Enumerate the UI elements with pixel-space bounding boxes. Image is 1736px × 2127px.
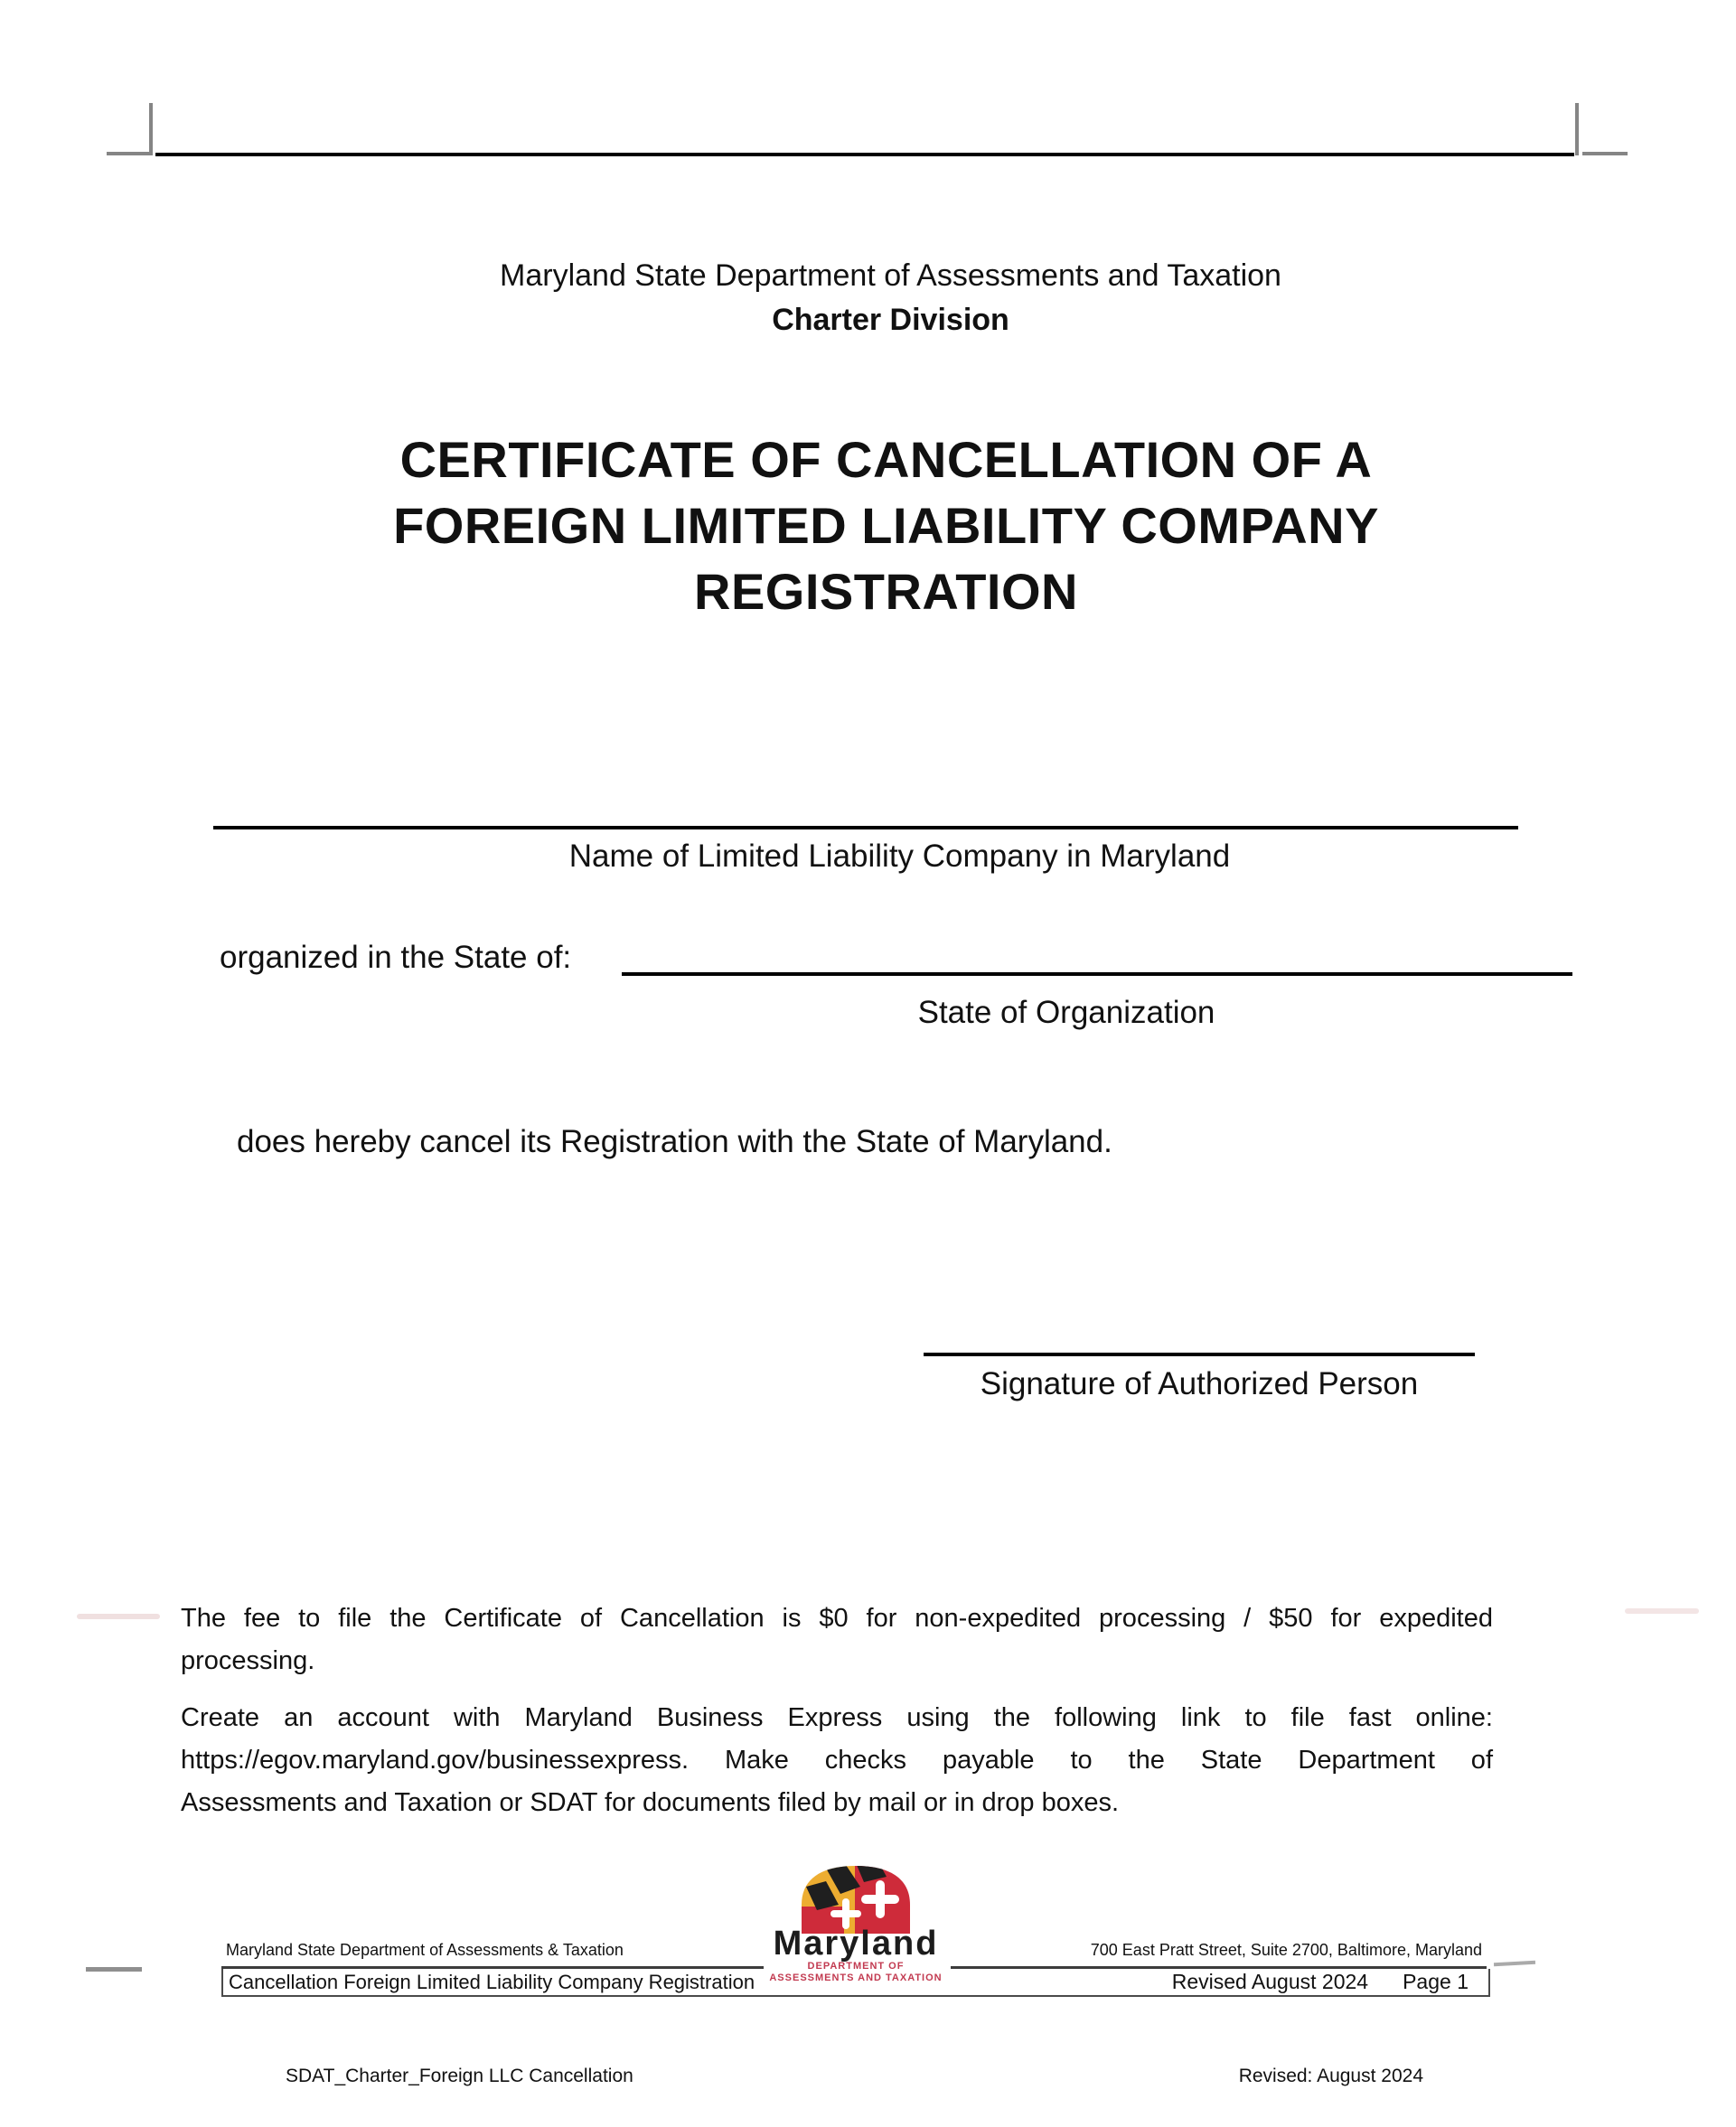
footer-revision-cell	[1172, 1970, 1469, 1994]
filing-note-line-1: Create an account with Maryland Business Express using the following link to file fast online:	[181, 1703, 1493, 1732]
footer-revised: Revised August 2024	[1171, 1970, 1369, 1993]
fee-note	[181, 1598, 1493, 1682]
logo-subline-1: DEPARTMENT OF	[807, 1961, 905, 1972]
state-field-line[interactable]	[622, 972, 1572, 976]
company-name-field-label: Name of Limited Liability Company in Maryland	[568, 839, 1231, 874]
footer-form-name: Cancellation Foreign Limited Liability Company Registration	[229, 1971, 755, 1993]
signature-label: Signature of Authorized Person	[980, 1366, 1419, 1401]
department-name: Maryland State Department of Assessments and Taxation	[500, 258, 1281, 293]
fee-note-line-1: The fee to file the Certificate of Cancellation is $0 for non-expedited processing / $50 for expedited	[181, 1604, 1493, 1633]
filing-note-line-3: Assessments and Taxation or SDAT for documents filed by mail or in drop boxes.	[181, 1788, 1120, 1817]
cancellation-statement: does hereby cancel its Registration with the State of Maryland.	[237, 1124, 1112, 1159]
company-name-field-line[interactable]	[213, 826, 1518, 829]
form-title-line-3: REGISTRATION	[694, 563, 1078, 620]
footer-right-crop-dash	[1494, 1961, 1535, 1966]
business-express-url[interactable]: https://egov.maryland.gov/businessexpress	[181, 1746, 681, 1775]
doc-id: SDAT_Charter_Foreign LLC Cancellation	[286, 2066, 633, 2086]
top-right-crop-mark-h	[1582, 152, 1628, 155]
filing-note	[181, 1697, 1493, 1824]
top-rule	[155, 153, 1574, 156]
scan-artifact-left	[77, 1614, 160, 1619]
top-left-crop-mark-v	[149, 103, 153, 155]
footer-address: 700 East Pratt Street, Suite 2700, Baltimore, Maryland	[1090, 1941, 1482, 1959]
scan-artifact-right	[1625, 1608, 1699, 1614]
footer-left-crop-dash	[86, 1967, 142, 1972]
footer-agency: Maryland State Department of Assessments & Taxation	[226, 1941, 624, 1959]
form-title-line-2: FOREIGN LIMITED LIABILITY COMPANY	[393, 497, 1379, 554]
organized-in-state-label: organized in the State of:	[220, 940, 572, 975]
maryland-flag-logo	[799, 1863, 913, 1934]
filing-note-line-2-rest: . Make checks payable to the State Department of	[680, 1746, 1493, 1775]
top-right-crop-mark-v	[1575, 103, 1579, 155]
logo-wordmark: Maryland	[773, 1925, 939, 1963]
top-left-crop-mark-h	[107, 152, 152, 155]
signature-line[interactable]	[924, 1353, 1475, 1356]
logo-subline-2: ASSESSMENTS AND TAXATION	[769, 1972, 943, 1983]
division-name: Charter Division	[772, 303, 1009, 337]
form-title-line-1: CERTIFICATE OF CANCELLATION OF A	[399, 431, 1373, 488]
filing-note-line-2	[181, 1739, 1493, 1782]
revision-note: Revised: August 2024	[1238, 2066, 1423, 2086]
footer-page-number: Page 1	[1403, 1970, 1469, 1993]
state-field-label: State of Organization	[917, 995, 1215, 1030]
fee-note-line-2: processing.	[181, 1646, 315, 1675]
form-title	[36, 426, 1736, 624]
